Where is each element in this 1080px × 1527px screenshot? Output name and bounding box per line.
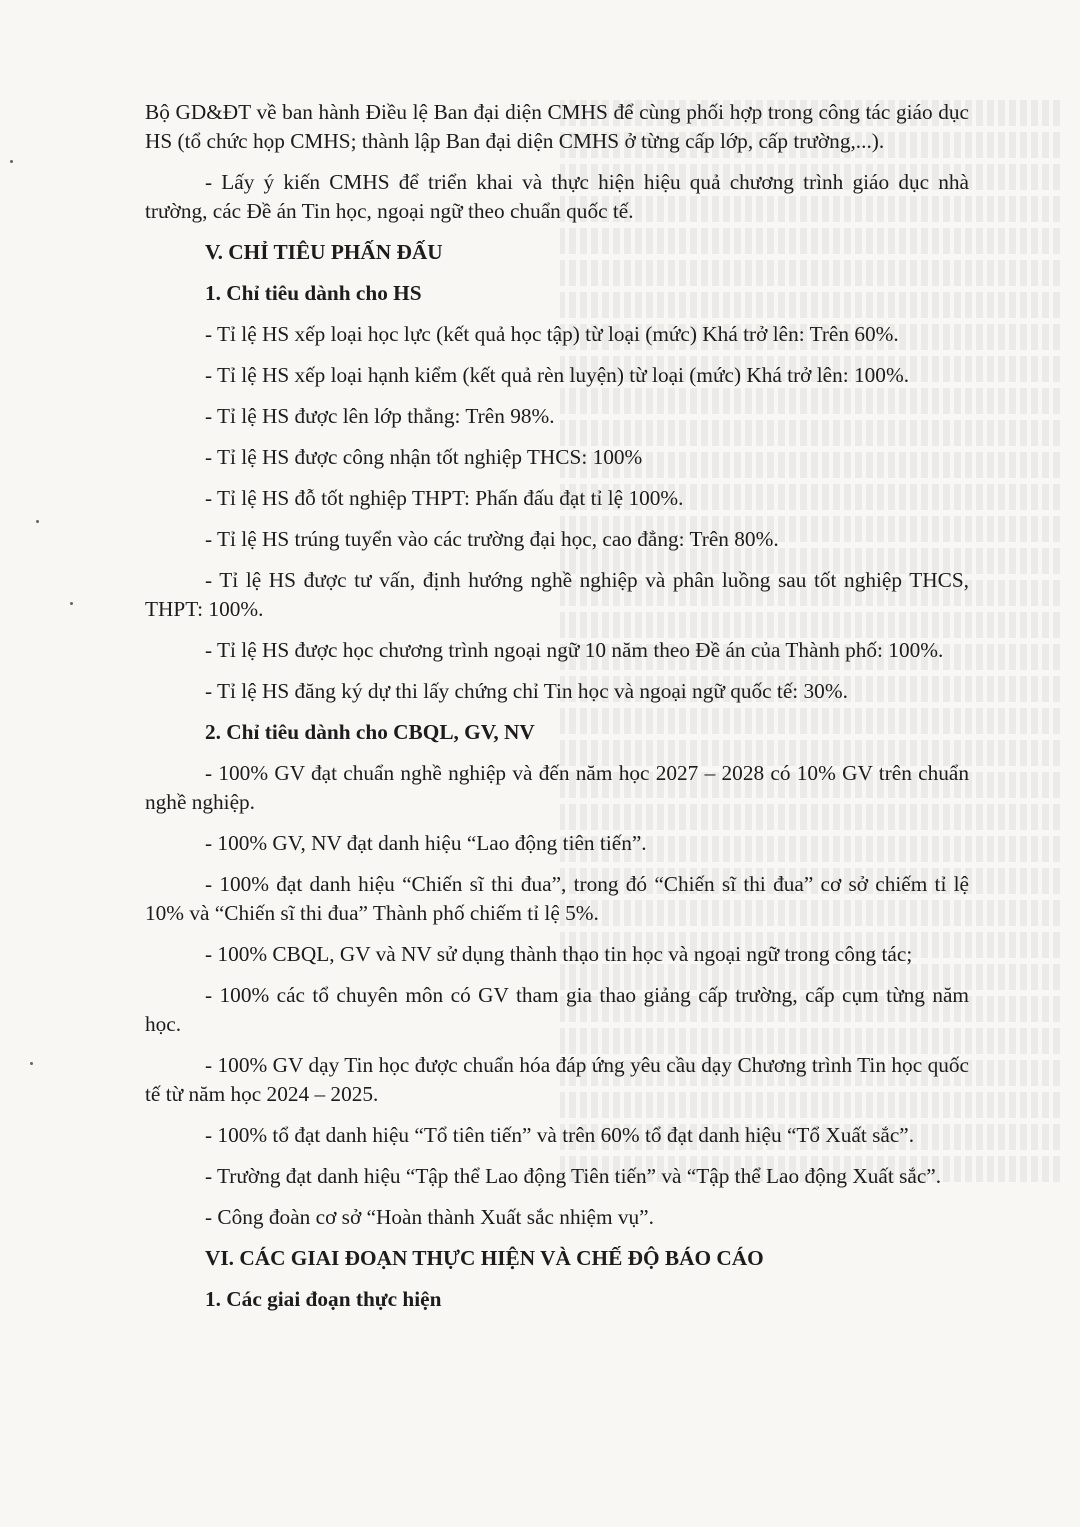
- paragraph: - Tỉ lệ HS đỗ tốt nghiệp THPT: Phấn đấu đạt tỉ lệ 100%.: [205, 486, 684, 510]
- paragraph: - 100% GV, NV đạt danh hiệu “Lao động tiên tiến”.: [205, 831, 647, 855]
- paragraph: - 100% GV đạt chuẩn nghề nghiệp và đến năm học 2027 – 2028 có 10% GV trên chuẩn nghề nghiệp.: [145, 761, 969, 814]
- paragraph: - Tỉ lệ HS xếp loại học lực (kết quả học tập) từ loại (mức) Khá trở lên: Trên 60%.: [205, 322, 899, 346]
- paragraph: - Tỉ lệ HS được học chương trình ngoại ngữ 10 năm theo Đề án của Thành phố: 100%.: [205, 638, 944, 662]
- paragraph: - Trường đạt danh hiệu “Tập thể Lao động Tiên tiến” và “Tập thể Lao động Xuất sắc”.: [205, 1164, 942, 1188]
- section-heading: V. CHỈ TIÊU PHẤN ĐẤU: [205, 240, 443, 264]
- paragraph: - Lấy ý kiến CMHS để triển khai và thực hiện hiệu quả chương trình giáo dục nhà trường, các Đề án Tin học, ngoại ngữ theo chuẩn quốc tế.: [145, 170, 969, 223]
- subsection-heading: 2. Chỉ tiêu dành cho CBQL, GV, NV: [205, 720, 535, 744]
- paragraph: - Tỉ lệ HS trúng tuyển vào các trường đại học, cao đẳng: Trên 80%.: [205, 527, 779, 551]
- paragraph: - 100% đạt danh hiệu “Chiến sĩ thi đua”, trong đó “Chiến sĩ thi đua” cơ sở chiếm tỉ lệ 10% và “Chiến sĩ thi đua” Thành phố chiếm tỉ lệ 5%.: [145, 872, 969, 925]
- scan-speck: [30, 1062, 33, 1065]
- paragraph: - Công đoàn cơ sở “Hoàn thành Xuất sắc nhiệm vụ”.: [205, 1205, 654, 1229]
- paragraph: Bộ GD&ĐT về ban hành Điều lệ Ban đại diện CMHS để cùng phối hợp trong công tác giáo dục HS (tổ chức họp CMHS; thành lập Ban đại diện CMHS ở từng cấp lớp, cấp trường,...).: [145, 100, 969, 153]
- section-heading: VI. CÁC GIAI ĐOẠN THỰC HIỆN VÀ CHẾ ĐỘ BÁO CÁO: [205, 1246, 764, 1270]
- paragraph: - Tỉ lệ HS xếp loại hạnh kiểm (kết quả rèn luyện) từ loại (mức) Khá trở lên: 100%.: [205, 363, 910, 387]
- paragraph: - 100% GV dạy Tin học được chuẩn hóa đáp ứng yêu cầu dạy Chương trình Tin học quốc tế từ năm học 2024 – 2025.: [145, 1053, 969, 1106]
- paragraph: - Tỉ lệ HS được lên lớp thẳng: Trên 98%.: [205, 404, 555, 428]
- paragraph: - 100% tổ đạt danh hiệu “Tổ tiên tiến” và trên 60% tổ đạt danh hiệu “Tổ Xuất sắc”.: [205, 1123, 915, 1147]
- subsection-heading: 1. Chỉ tiêu dành cho HS: [205, 281, 422, 305]
- subsection-heading: 1. Các giai đoạn thực hiện: [205, 1287, 442, 1311]
- scan-speck: [36, 520, 39, 523]
- paragraph: - 100% CBQL, GV và NV sử dụng thành thạo tin học và ngoại ngữ trong công tác;: [205, 942, 913, 966]
- paragraph: - Tỉ lệ HS được công nhận tốt nghiệp THCS: 100%: [205, 445, 643, 469]
- paragraph: - 100% các tổ chuyên môn có GV tham gia thao giảng cấp trường, cấp cụm từng năm học.: [145, 983, 969, 1036]
- scan-speck: [70, 602, 73, 605]
- scan-speck: [10, 160, 13, 163]
- paragraph: - Tỉ lệ HS được tư vấn, định hướng nghề nghiệp và phân luồng sau tốt nghiệp THCS, THPT: 100%.: [145, 568, 969, 621]
- document-body: [145, 98, 969, 1326]
- paragraph: - Tỉ lệ HS đăng ký dự thi lấy chứng chỉ Tin học và ngoại ngữ quốc tế: 30%.: [205, 679, 848, 703]
